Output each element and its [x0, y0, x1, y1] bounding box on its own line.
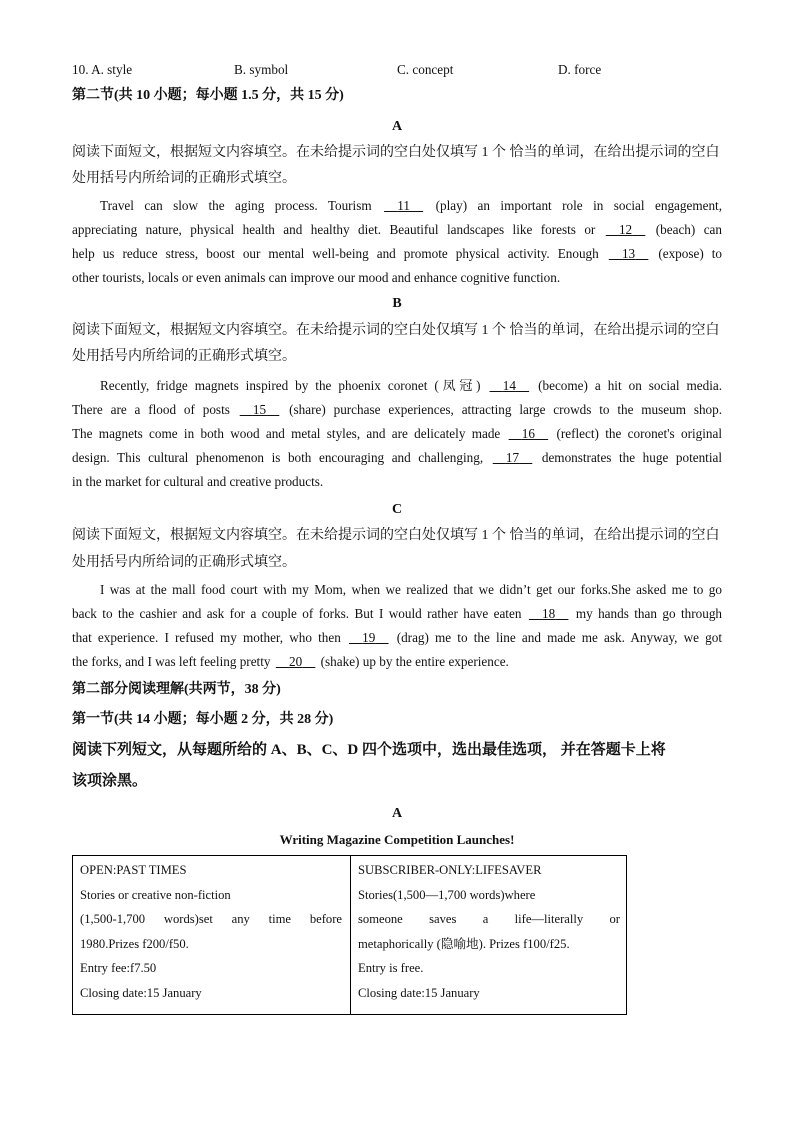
blank-14[interactable]: 14 [502, 378, 516, 393]
passage-c-instruction-1: 阅读下面短文，根据短文内容填空。在未给提示词的空白处仅填写 1 个 恰当的单词，在给出提示词的空白 [72, 528, 720, 543]
q10-option-b: B. symbol [234, 62, 289, 77]
passage-a-instruction-2: 处用括号内所给词的正确形式填空。 [72, 171, 296, 186]
table-cell-right [358, 858, 620, 1005]
cell-line: SUBSCRIBER-ONLY:LIFESAVER [358, 863, 542, 877]
cell-line: Entry is free. [358, 961, 424, 975]
cell-line: Stories(1,500—1,700 words)where [358, 887, 536, 902]
passage-b-letter: B [392, 296, 402, 311]
passage-c-instruction-2: 处用括号内所给词的正确形式填空。 [72, 555, 296, 570]
q10-option-d: D. force [558, 62, 602, 77]
q10-option-a: A. style [91, 62, 133, 77]
blank-13[interactable]: 13 [621, 246, 636, 261]
reading-a-title: Writing Magazine Competition Launches! [279, 832, 515, 847]
blank-20[interactable]: 20 [288, 654, 303, 669]
passage-b-text: Recently, fridge magnets inspired by the phoenix coronet (凤冠) 14 (become) a hit on social media. There are a flood of posts 15 (share) purchase experiences, attracting large crowds to the museum shop. The magnets come in both wood and metal styles, and are delicately made 16 (reflect) the coronet's original design. This cultural phenomenon is both encouraging and challenging, 17 demonstrates the huge potential in the market for cultural and creative products. [72, 374, 722, 494]
section2-heading: 第二节(共 10 小题；每小题 1.5 分，共 15 分) [72, 88, 344, 103]
q10-option-c: C. concept [397, 62, 454, 77]
table-cell-left [80, 858, 342, 1005]
cell-line: OPEN:PAST TIMES [80, 863, 187, 877]
passage-a-text: Travel can slow the aging process. Tourism 11 (play) an important role in social engagement, appreciating nature, physical health and healthy diet. Beautiful landscapes like forests or 12 (beach) can help us reduce stress, boost our mental well-being and promote physical activity. Enough 13 (expose) to other tourists, locals or even animals can improve our mood and enhance cognitive function. [72, 194, 722, 290]
blank-19[interactable]: 19 [362, 630, 376, 645]
reading-instruction-line-2: 该项涂黑。 [72, 773, 148, 789]
reading-instruction-line-1: 阅读下列短文，从每题所给的 A、B、C、D 四个选项中，选出最佳选项， 并在答题卡上将 [72, 742, 666, 758]
passage-a-letter: A [391, 119, 403, 134]
blank-12[interactable]: 12 [618, 222, 633, 237]
blank-18[interactable]: 18 [542, 606, 556, 621]
passage-a-instruction-1: 阅读下面短文，根据短文内容填空。在未给提示词的空白处仅填写 1 个 恰当的单词，在给出提示词的空白 [72, 145, 720, 160]
blank-11[interactable]: 11 [397, 198, 410, 213]
cell-line: (1,500-1,700 words)set any time before [80, 912, 342, 926]
blank-15[interactable]: 15 [252, 402, 267, 417]
cell-line: someone saves a life—literally or [358, 912, 620, 926]
table-divider [350, 856, 351, 1014]
passage-c-text: I was at the mall food court with my Mom, when we realized that we didn’t get our forks.She asked me to go back to the cashier and ask for a couple of forks. But I would rather have eaten 18 my hands than go through that experience. I refused my mother, who then 19 (drag) me to the line and made me ask. Anyway, we got the forks, and I was left feeling pretty 20 (shake) up by the entire experience. [72, 578, 722, 674]
blank-16[interactable]: 16 [521, 426, 535, 441]
cell-line: Closing date:15 January [358, 985, 480, 1000]
cell-line: 1980.Prizes f200/f50. [80, 936, 189, 951]
cell-line: Closing date:15 January [80, 985, 202, 1000]
passage-c-letter: C [391, 502, 403, 517]
passage-b-instruction-1: 阅读下面短文，根据短文内容填空。在未给提示词的空白处仅填写 1 个 恰当的单词，在给出提示词的空白 [72, 323, 720, 338]
cell-line: Entry fee:f7.50 [80, 961, 157, 975]
q10-number: 10. A. style [72, 62, 133, 77]
reading-a-letter: A [391, 806, 403, 821]
cell-line: Stories or creative non-fiction [80, 887, 231, 902]
passage-b-instruction-2: 处用括号内所给词的正确形式填空。 [72, 349, 296, 364]
section1-heading: 第一节(共 14 小题；每小题 2 分，共 28 分) [72, 712, 334, 727]
cell-line: metaphorically (隐喻地). Prizes f100/f25. [358, 936, 570, 951]
blank-17[interactable]: 17 [505, 450, 520, 465]
competition-table [72, 855, 627, 1015]
part2-heading: 第二部分阅读理解(共两节，38 分) [72, 682, 281, 697]
